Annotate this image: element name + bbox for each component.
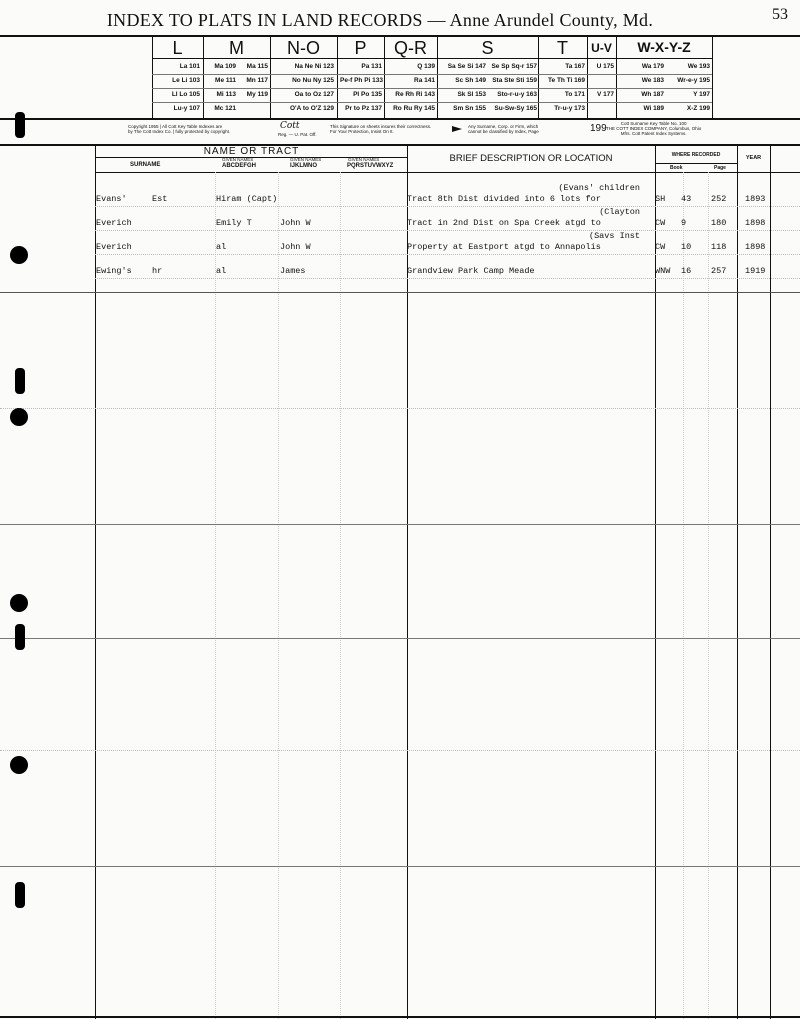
key-letter-p: P — [354, 38, 367, 58]
key-letter-m: M — [229, 38, 244, 58]
key-cell: Mc 121 — [214, 105, 236, 112]
description-header: BRIEF DESCRIPTION OR LOCATION — [449, 153, 613, 164]
key-letter-n-o: N-O — [287, 38, 320, 58]
entry-surname: Evans' — [96, 194, 127, 204]
entry-book: 16 — [681, 266, 692, 276]
given-names-p-z: PQRSTUVWXYZ — [347, 163, 394, 169]
year-header: YEAR — [745, 155, 762, 161]
key-cell: Te Th Ti 169 — [548, 77, 585, 84]
key-cell: Mi 113 — [216, 91, 236, 98]
key-cell: Lu-y 107 — [173, 105, 200, 112]
entry-given-i-o: John W — [280, 242, 311, 252]
entry-page: 257 — [711, 266, 727, 276]
entry-year: 1898 — [745, 218, 766, 228]
key-cell: Wr-e-y 195 — [677, 77, 710, 84]
key-cell: Sk Sl 153 — [457, 91, 486, 98]
entry-given-a-h: al — [216, 266, 227, 276]
company-notice: Cott Surname Key Table No. 100 THE COTT INDEX COMPANY, Columbus, Ohio Mfrs. Cott Patent Index Systems. — [606, 121, 702, 136]
key-cell: We 193 — [687, 63, 710, 70]
table-header-rule — [95, 172, 800, 173]
entry-given-i-o: James — [280, 266, 306, 276]
key-letter-l: L — [172, 38, 183, 58]
cott-logo-sub: Reg. — U. Pat. Off. — [278, 132, 317, 137]
key-cell: Ro Ru Ry 145 — [393, 105, 435, 112]
key-cell: U 175 — [596, 63, 614, 70]
any-surname-page: 199 — [590, 123, 607, 134]
key-cell: V 177 — [597, 91, 614, 98]
entry-given-i-o: John W — [280, 218, 311, 228]
key-cell: No Nu Ny 125 — [292, 77, 334, 84]
given-names-label-2: GIVEN NAMES — [290, 157, 322, 162]
entry-description-overflow: (Savs Inst — [588, 231, 640, 241]
entry-description: Grandview Park Camp Meade — [407, 266, 535, 276]
key-cell: Me 111 — [215, 77, 236, 84]
entry-surname: Everich — [96, 242, 132, 252]
key-letter-w-z: W-X-Y-Z — [637, 39, 691, 55]
binder-hole — [10, 246, 28, 264]
binder-hole — [10, 756, 28, 774]
entry-description: Tract in 2nd Dist on Spa Creek atgd to — [407, 218, 601, 228]
binder-slot — [15, 882, 25, 908]
key-cell: Re Rh Ri 143 — [395, 91, 435, 98]
entry-description-overflow: (Clayton — [599, 207, 640, 217]
given-names-label-1: GIVEN NAMES — [222, 157, 254, 162]
key-cell: Pr to Pz 137 — [345, 105, 382, 112]
key-cell: Tr-u-y 173 — [554, 105, 585, 112]
binder-slot — [15, 368, 25, 394]
key-cell: Pa 131 — [361, 63, 382, 70]
key-letter-s: S — [481, 38, 494, 58]
given-names-label-3: GIVEN NAMES — [348, 157, 380, 162]
key-cell: We 183 — [641, 77, 664, 84]
key-cell: To 171 — [564, 91, 585, 98]
entry-page: 180 — [711, 218, 727, 228]
key-letter-q-r: Q-R — [394, 38, 427, 58]
entry-book-series: CW — [655, 218, 666, 228]
key-cell: Ta 167 — [565, 63, 585, 70]
binder-slot — [15, 624, 25, 650]
given-names-i-o: IJKLMNO — [290, 163, 317, 169]
key-cell: Wi 189 — [643, 105, 664, 112]
where-recorded-header: WHERE RECORDED — [671, 152, 721, 158]
given-names-a-h: ABCDEFGH — [222, 163, 256, 169]
page-number: 53 — [772, 6, 788, 23]
any-surname-notice: Any Surname, Corp. or Firm, which cannot be classified by Index, Page — [468, 124, 539, 134]
entry-description: Tract 8th Dist divided into 6 lots for — [407, 194, 601, 204]
entry-year: 1893 — [745, 194, 766, 204]
key-letter-u-v: U-V — [591, 41, 612, 55]
key-cell: Sm Sn 155 — [453, 105, 486, 112]
surname-header: SURNAME — [130, 162, 161, 168]
entry-year: 1898 — [745, 242, 766, 252]
key-cell: Wa 179 — [641, 63, 664, 70]
binder-hole — [10, 594, 28, 612]
entry-surname: Ewing's — [96, 266, 132, 276]
binder-hole — [10, 408, 28, 426]
key-cell: Sc Sh 149 — [455, 77, 486, 84]
key-bottom-rule — [0, 118, 800, 120]
key-cell: X-Z 199 — [686, 105, 710, 112]
entry-book: 10 — [681, 242, 692, 252]
cott-signature-logo: Cott — [280, 121, 300, 131]
binder-slot — [15, 112, 25, 138]
entry-page: 252 — [711, 194, 727, 204]
key-cell: Su-Sw-Sy 165 — [494, 105, 537, 112]
key-cell: Na Ne Ni 123 — [294, 63, 334, 70]
key-cell: Mn 117 — [246, 77, 268, 84]
arrow-right-icon — [452, 126, 462, 132]
entry-suffix: hr — [152, 266, 163, 276]
key-cell: Ma 115 — [246, 63, 268, 70]
key-cell: Se Sp Sq-r 157 — [491, 63, 537, 70]
key-cell: Ll Lo 105 — [171, 91, 200, 98]
key-cell: Sa Se Si 147 — [447, 63, 486, 70]
top-rule — [0, 35, 800, 37]
key-cell: Sto-r-u-y 163 — [497, 91, 537, 98]
page-header: Page — [714, 165, 726, 171]
key-cell: Oa to Oz 127 — [294, 91, 334, 98]
key-cell: Q 139 — [417, 63, 435, 70]
key-cell: Le Li 103 — [172, 77, 200, 84]
page-title: INDEX TO PLATS IN LAND RECORDS — Anne Arundel County, Md. — [106, 10, 654, 30]
key-cell: Wh 187 — [641, 91, 664, 98]
entry-book-series: SH — [655, 194, 666, 204]
copyright-text — [128, 124, 236, 134]
entry-book-series: WNW — [655, 266, 671, 276]
key-cell: La 101 — [179, 63, 200, 70]
key-cell: Sta Ste Sti 159 — [492, 77, 537, 84]
key-cell: Pe-f Ph Pi 133 — [340, 77, 383, 84]
entry-surname: Everich — [96, 218, 132, 228]
entry-page: 118 — [711, 242, 727, 252]
key-letter-t: T — [557, 38, 568, 58]
name-or-tract-header: NAME OR TRACT — [203, 146, 300, 157]
key-cell: Ra 141 — [414, 77, 435, 84]
key-cell: Ma 109 — [214, 63, 236, 70]
entry-description: Property at Eastport atgd to Annapolis — [407, 242, 601, 252]
entry-suffix: Est — [152, 194, 168, 204]
entry-given-a-h: Emily T — [216, 218, 252, 228]
key-cell: O'A to O'Z 129 — [289, 105, 334, 112]
entry-year: 1919 — [745, 266, 766, 276]
key-cell: My 119 — [246, 91, 268, 98]
copyright-left: Copyright 1955 | All Cott Key Table Indexes are by The Cott Index Co. | fully protected by copyright. — [128, 124, 231, 134]
entry-description-overflow: (Evans' children — [558, 183, 640, 193]
entry-given-a-h: Hiram (Capt) — [216, 194, 278, 204]
entry-given-a-h: al — [216, 242, 227, 252]
entry-book: 9 — [681, 218, 687, 228]
key-cell: Pl Po 135 — [353, 91, 382, 98]
entry-book-series: CW — [655, 242, 666, 252]
entry-book: 43 — [681, 194, 692, 204]
protection-notice: This Signature on sheets insures their correctness. For Your Protection, Insist On It. — [330, 124, 432, 134]
book-header: Book — [670, 165, 683, 171]
key-cell: Y 197 — [693, 91, 710, 98]
